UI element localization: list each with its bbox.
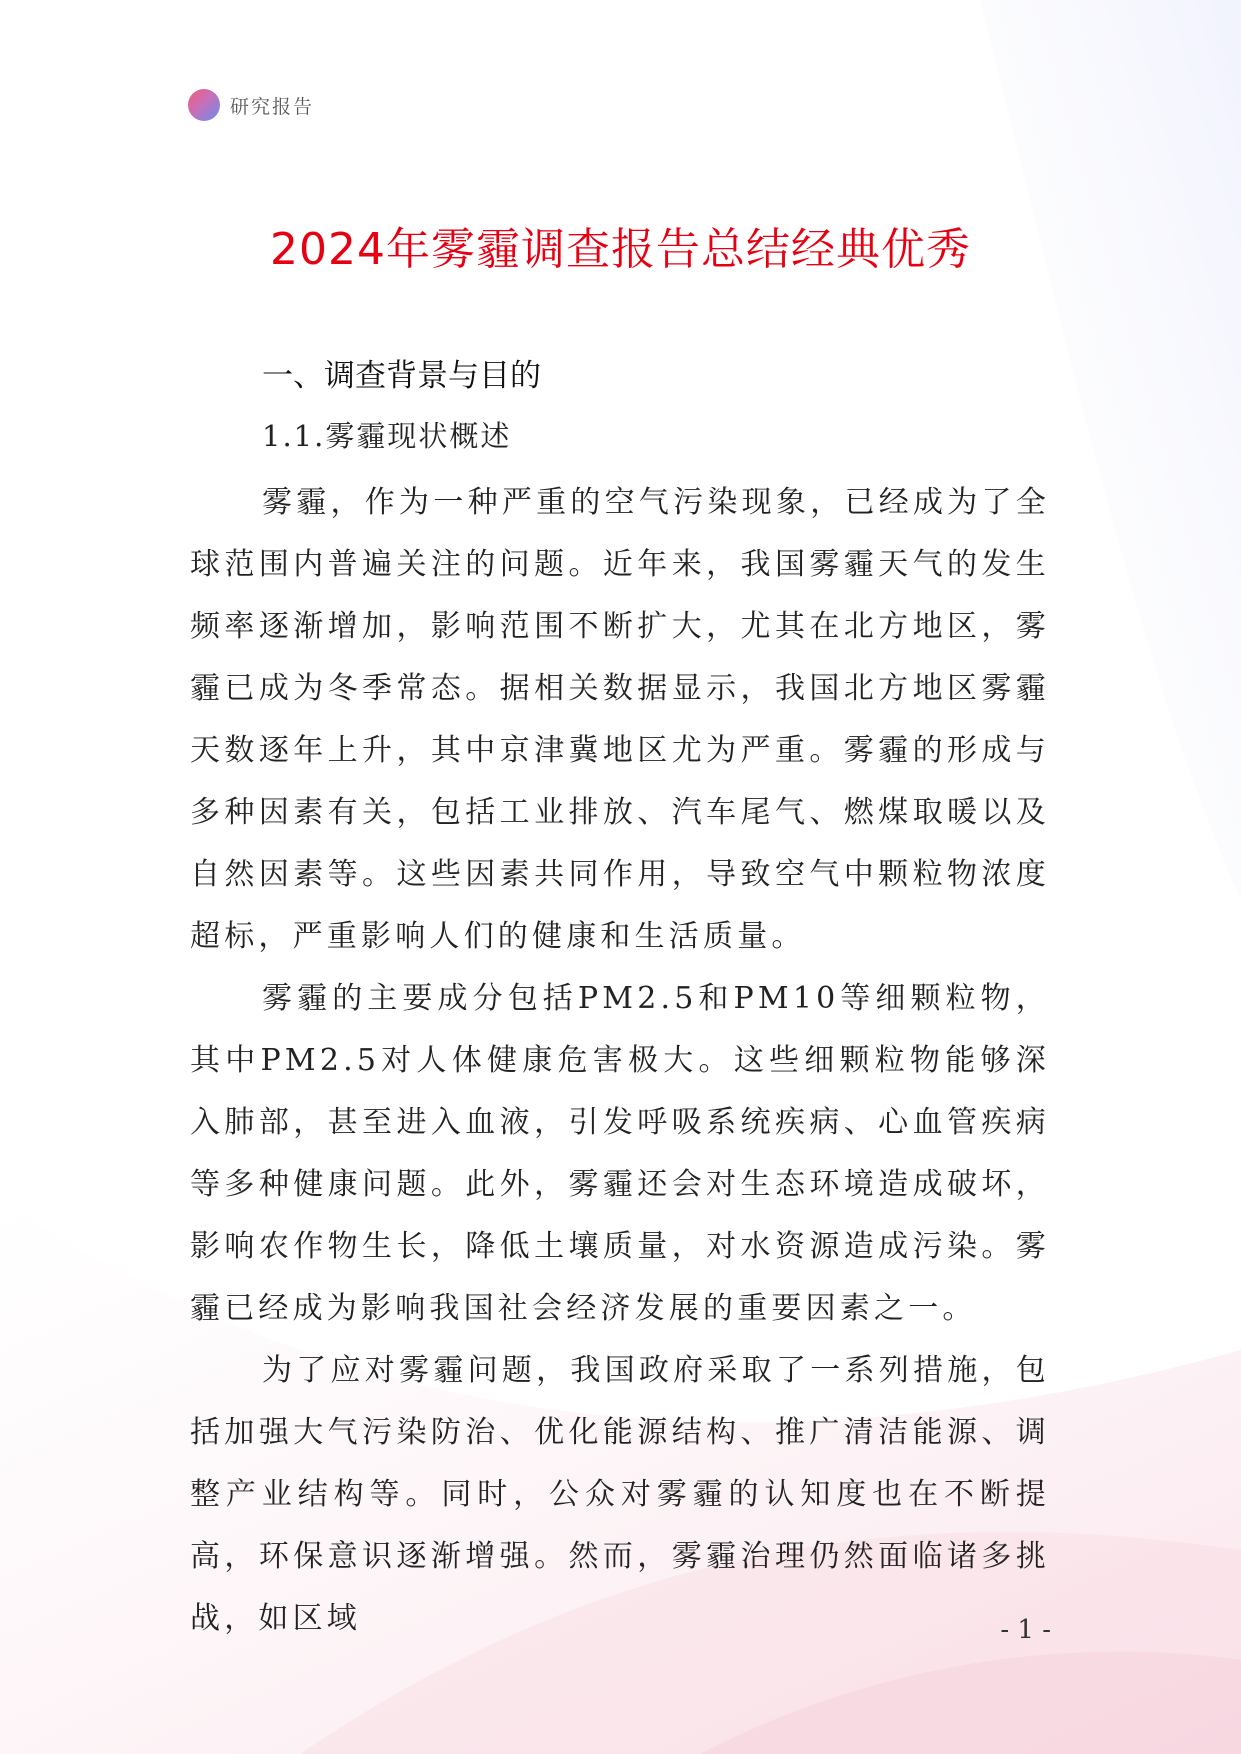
section-heading: 一、调查背景与目的 xyxy=(262,358,541,394)
page-number: - 1 - xyxy=(1000,1615,1051,1645)
document-title: 2024年雾霾调查报告总结经典优秀 xyxy=(270,224,971,275)
header-label: 研究报告 xyxy=(230,95,315,118)
page-header xyxy=(188,89,314,121)
paragraph-2: 雾霾的主要成分包括PM2.5和PM10等细颗粒物，其中PM2.5对人体健康危害极大。这些细颗粒物能够深入肺部，甚至进入血液，引发呼吸系统疾病、心血管疾病等多种健康问题。此外，雾霾还会对生态环境造成破坏，影响农作物生长，降低土壤质量，对水资源造成污染。雾霾已经成为影响我国社会经济发展的重要因素之一。 xyxy=(190,981,1050,1326)
gradient-circle-logo-icon xyxy=(188,89,220,121)
paragraph-3: 为了应对雾霾问题，我国政府采取了一系列措施，包括加强大气污染防治、优化能源结构、推广清洁能源、调整产业结构等。同时，公众对雾霾的认知度也在不断提高，环保意识逐渐增强。然而，雾霾治理仍然面临诸多挑战，如区域 xyxy=(190,1353,1050,1636)
document-body xyxy=(190,352,1050,1650)
subsection-heading: 1.1.雾霾现状概述 xyxy=(262,419,512,453)
paragraph-1: 雾霾，作为一种严重的空气污染现象，已经成为了全球范围内普遍关注的问题。近年来，我国雾霾天气的发生频率逐渐增加，影响范围不断扩大，尤其在北方地区，雾霾已成为冬季常态。据相关数据显示，我国北方地区雾霾天数逐年上升，其中京津冀地区尤为严重。雾霾的形成与多种因素有关，包括工业排放、汽车尾气、燃煤取暖以及自然因素等。这些因素共同作用，导致空气中颗粒物浓度超标，严重影响人们的健康和生活质量。 xyxy=(190,485,1050,954)
